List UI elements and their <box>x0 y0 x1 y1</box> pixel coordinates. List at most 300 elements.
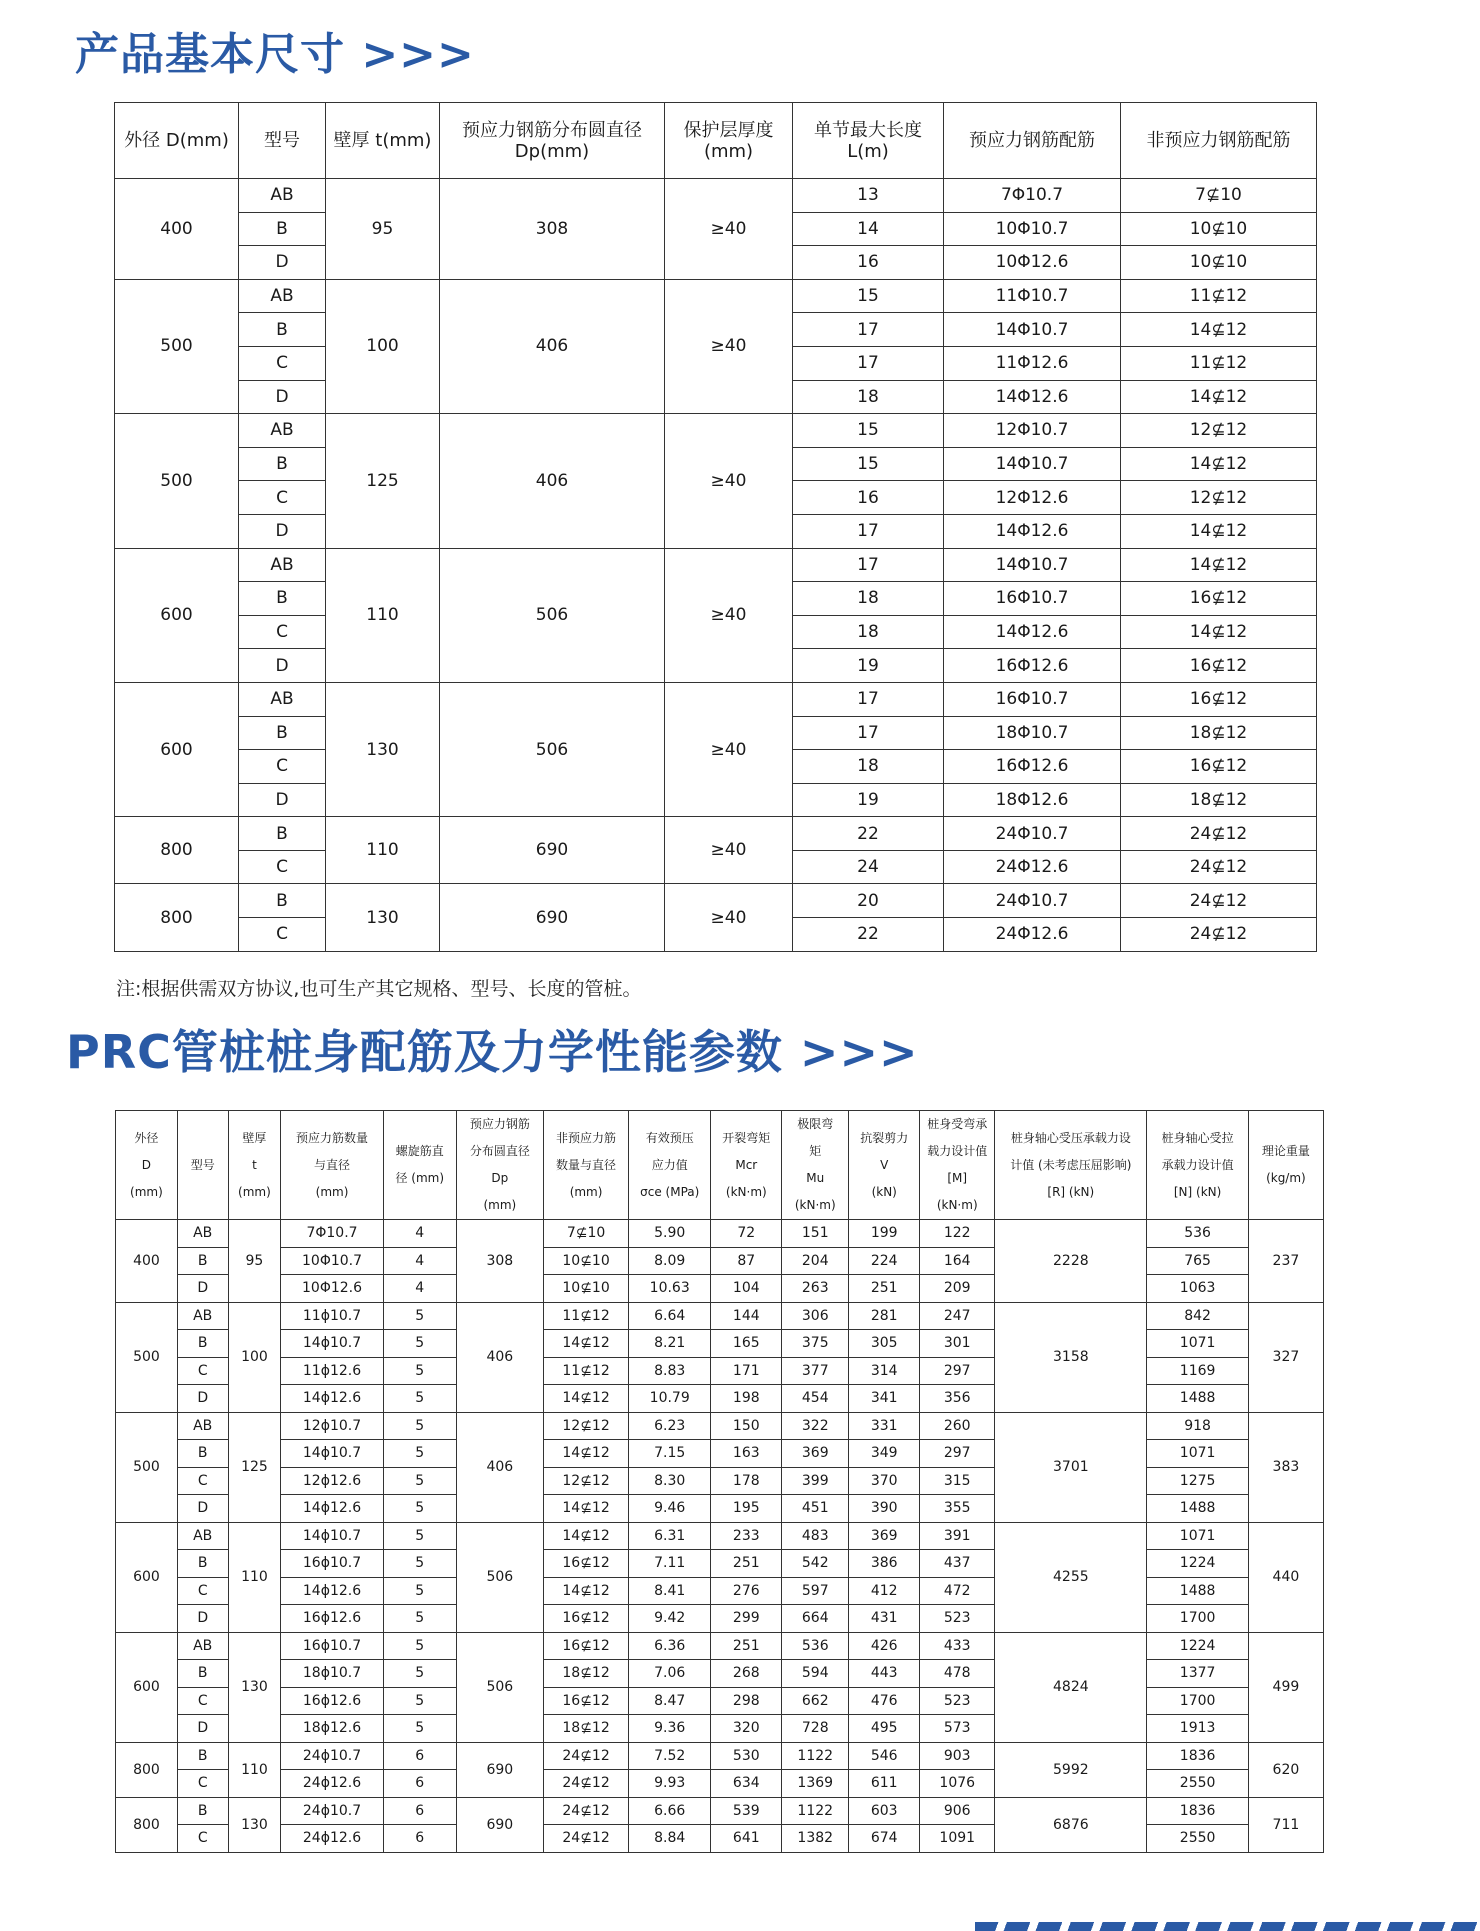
axial-tension-cell: 1071 <box>1147 1522 1248 1550</box>
wall-thickness-cell: 100 <box>228 1302 281 1412</box>
table-row <box>116 1742 1324 1770</box>
outer-diameter-cell: 800 <box>116 1797 178 1852</box>
model-type-cell: B <box>239 212 326 246</box>
prestress-value-cell: 10.63 <box>629 1275 711 1303</box>
ultimate-moment-cell: 322 <box>782 1412 849 1440</box>
model-type-cell: AB <box>177 1302 228 1330</box>
prestressed-rebar-cell: 24Φ12.6 <box>944 850 1121 884</box>
prestressed-rebar-cell: 24ϕ12.6 <box>281 1825 383 1853</box>
max-length-cell: 18 <box>793 582 944 616</box>
model-type-cell: D <box>239 514 326 548</box>
crack-shear-cell: 386 <box>849 1550 920 1578</box>
prestress-value-cell: 10.79 <box>629 1385 711 1413</box>
prestressed-rebar-cell: 14Φ12.6 <box>944 514 1121 548</box>
model-type-cell: AB <box>177 1220 228 1248</box>
non-prestressed-rebar-cell: 24⊈12 <box>1121 850 1317 884</box>
non-prestressed-rebar-cell: 18⊈12 <box>1121 716 1317 750</box>
crack-shear-cell: 546 <box>849 1742 920 1770</box>
model-type-cell: B <box>239 313 326 347</box>
prestress-value-cell: 8.41 <box>629 1577 711 1605</box>
table-row <box>116 1797 1324 1825</box>
cracking-moment-cell: 104 <box>711 1275 782 1303</box>
ultimate-moment-cell: 451 <box>782 1495 849 1523</box>
theoretical-weight-cell: 620 <box>1248 1742 1323 1797</box>
model-type-cell: B <box>177 1247 228 1275</box>
axial-tension-cell: 1071 <box>1147 1330 1248 1358</box>
axial-compression-cell: 4255 <box>995 1522 1147 1632</box>
axial-compression-cell: 3701 <box>995 1412 1147 1522</box>
outer-diameter-cell: 500 <box>115 414 239 548</box>
prestress-value-cell: 6.23 <box>629 1412 711 1440</box>
distribution-diameter-cell: 690 <box>456 1797 543 1852</box>
prestressed-rebar-cell: 11Φ10.7 <box>944 279 1121 313</box>
model-type-cell: D <box>239 649 326 683</box>
crack-shear-cell: 476 <box>849 1687 920 1715</box>
crack-shear-cell: 443 <box>849 1660 920 1688</box>
axial-tension-cell: 1488 <box>1147 1385 1248 1413</box>
prestress-value-cell: 8.84 <box>629 1825 711 1853</box>
cracking-moment-cell: 72 <box>711 1220 782 1248</box>
column-header: 非预应力钢筋配筋 <box>1121 103 1317 179</box>
cracking-moment-cell: 298 <box>711 1687 782 1715</box>
axial-tension-cell: 1169 <box>1147 1357 1248 1385</box>
ultimate-moment-cell: 1122 <box>782 1797 849 1825</box>
prestressed-rebar-cell: 11ϕ10.7 <box>281 1302 383 1330</box>
cracking-moment-cell: 144 <box>711 1302 782 1330</box>
crack-shear-cell: 251 <box>849 1275 920 1303</box>
column-header: 预应力筋数量 与直径 (mm) <box>281 1111 383 1220</box>
cracking-moment-cell: 178 <box>711 1467 782 1495</box>
column-header: 桩身轴心受压承载力设 计值 (未考虑压屈影响) [R] (kN) <box>995 1111 1147 1220</box>
spiral-rebar-cell: 5 <box>383 1577 456 1605</box>
non-prestressed-rebar-cell: 16⊈12 <box>1121 750 1317 784</box>
axial-tension-cell: 842 <box>1147 1302 1248 1330</box>
non-prestressed-rebar-cell: 14⊈12 <box>1121 548 1317 582</box>
crack-shear-cell: 370 <box>849 1467 920 1495</box>
prestressed-rebar-cell: 14ϕ10.7 <box>281 1440 383 1468</box>
prestressed-rebar-cell: 16ϕ10.7 <box>281 1632 383 1660</box>
cover-thickness-cell: ≥40 <box>665 179 793 280</box>
ultimate-moment-cell: 263 <box>782 1275 849 1303</box>
column-header: 预应力钢筋配筋 <box>944 103 1121 179</box>
model-type-cell: C <box>239 850 326 884</box>
crack-shear-cell: 369 <box>849 1522 920 1550</box>
non-prestressed-rebar-cell: 14⊈12 <box>1121 380 1317 414</box>
wall-thickness-cell: 100 <box>326 279 440 413</box>
cracking-moment-cell: 268 <box>711 1660 782 1688</box>
outer-diameter-cell: 600 <box>115 682 239 816</box>
prestress-value-cell: 7.06 <box>629 1660 711 1688</box>
bending-capacity-cell: 472 <box>920 1577 995 1605</box>
axial-tension-cell: 1488 <box>1147 1495 1248 1523</box>
non-prestressed-rebar-cell: 14⊈12 <box>1121 447 1317 481</box>
spiral-rebar-cell: 6 <box>383 1770 456 1798</box>
model-type-cell: AB <box>239 414 326 448</box>
distribution-diameter-cell: 406 <box>456 1412 543 1522</box>
axial-tension-cell: 1275 <box>1147 1467 1248 1495</box>
cracking-moment-cell: 150 <box>711 1412 782 1440</box>
model-type-cell: C <box>239 918 326 952</box>
column-header: 壁厚 t(mm) <box>326 103 440 179</box>
model-type-cell: B <box>177 1440 228 1468</box>
prestress-value-cell: 6.64 <box>629 1302 711 1330</box>
axial-tension-cell: 1063 <box>1147 1275 1248 1303</box>
model-type-cell: C <box>239 615 326 649</box>
model-type-cell: C <box>239 481 326 515</box>
distribution-diameter-cell: 406 <box>440 414 665 548</box>
max-length-cell: 14 <box>793 212 944 246</box>
prestressed-rebar-cell: 14Φ12.6 <box>944 380 1121 414</box>
bending-capacity-cell: 1091 <box>920 1825 995 1853</box>
ultimate-moment-cell: 664 <box>782 1605 849 1633</box>
prestressed-rebar-cell: 24ϕ10.7 <box>281 1797 383 1825</box>
wall-thickness-cell: 125 <box>326 414 440 548</box>
prestressed-rebar-cell: 12ϕ10.7 <box>281 1412 383 1440</box>
spiral-rebar-cell: 5 <box>383 1440 456 1468</box>
prestressed-rebar-cell: 18Φ10.7 <box>944 716 1121 750</box>
axial-tension-cell: 1700 <box>1147 1687 1248 1715</box>
non-prestressed-rebar-cell: 12⊈12 <box>543 1467 628 1495</box>
column-header: 极限弯 矩 Mu (kN·m) <box>782 1111 849 1220</box>
model-type-cell: B <box>177 1660 228 1688</box>
prestressed-rebar-cell: 18ϕ12.6 <box>281 1715 383 1743</box>
wall-thickness-cell: 110 <box>326 817 440 884</box>
bending-capacity-cell: 297 <box>920 1357 995 1385</box>
wall-thickness-cell: 95 <box>326 179 440 280</box>
column-header: 抗裂剪力 V (kN) <box>849 1111 920 1220</box>
cracking-moment-cell: 87 <box>711 1247 782 1275</box>
max-length-cell: 19 <box>793 649 944 683</box>
column-header: 外径 D (mm) <box>116 1111 178 1220</box>
distribution-diameter-cell: 690 <box>456 1742 543 1797</box>
column-header: 壁厚 t (mm) <box>228 1111 281 1220</box>
max-length-cell: 15 <box>793 279 944 313</box>
prestressed-rebar-cell: 11Φ12.6 <box>944 346 1121 380</box>
non-prestressed-rebar-cell: 24⊈12 <box>543 1825 628 1853</box>
table-row <box>115 884 1317 918</box>
prestressed-rebar-cell: 14Φ10.7 <box>944 447 1121 481</box>
distribution-diameter-cell: 506 <box>456 1632 543 1742</box>
cracking-moment-cell: 641 <box>711 1825 782 1853</box>
mechanical-properties-table <box>115 1110 1324 1853</box>
model-type-cell: B <box>239 817 326 851</box>
spiral-rebar-cell: 5 <box>383 1715 456 1743</box>
bending-capacity-cell: 122 <box>920 1220 995 1248</box>
footer-stripe-decoration <box>975 1922 1480 1931</box>
prestressed-rebar-cell: 14ϕ12.6 <box>281 1385 383 1413</box>
axial-tension-cell: 1700 <box>1147 1605 1248 1633</box>
prestressed-rebar-cell: 16ϕ12.6 <box>281 1605 383 1633</box>
prestressed-rebar-cell: 24ϕ12.6 <box>281 1770 383 1798</box>
column-header: 螺旋筋直 径 (mm) <box>383 1111 456 1220</box>
ultimate-moment-cell: 1122 <box>782 1742 849 1770</box>
prestress-value-cell: 7.11 <box>629 1550 711 1578</box>
spiral-rebar-cell: 5 <box>383 1495 456 1523</box>
prestressed-rebar-cell: 14ϕ10.7 <box>281 1330 383 1358</box>
theoretical-weight-cell: 327 <box>1248 1302 1323 1412</box>
ultimate-moment-cell: 1369 <box>782 1770 849 1798</box>
non-prestressed-rebar-cell: 24⊈12 <box>543 1742 628 1770</box>
model-type-cell: AB <box>239 179 326 213</box>
prestress-value-cell: 8.83 <box>629 1357 711 1385</box>
non-prestressed-rebar-cell: 14⊈12 <box>1121 615 1317 649</box>
non-prestressed-rebar-cell: 16⊈12 <box>543 1632 628 1660</box>
ultimate-moment-cell: 306 <box>782 1302 849 1330</box>
prestressed-rebar-cell: 7Φ10.7 <box>281 1220 383 1248</box>
distribution-diameter-cell: 308 <box>440 179 665 280</box>
theoretical-weight-cell: 711 <box>1248 1797 1323 1852</box>
prestressed-rebar-cell: 10Φ10.7 <box>944 212 1121 246</box>
max-length-cell: 17 <box>793 548 944 582</box>
spiral-rebar-cell: 6 <box>383 1742 456 1770</box>
cracking-moment-cell: 530 <box>711 1742 782 1770</box>
cover-thickness-cell: ≥40 <box>665 817 793 884</box>
max-length-cell: 17 <box>793 346 944 380</box>
non-prestressed-rebar-cell: 24⊈12 <box>1121 817 1317 851</box>
outer-diameter-cell: 500 <box>116 1302 178 1412</box>
prestressed-rebar-cell: 14ϕ12.6 <box>281 1495 383 1523</box>
column-header: 桩身轴心受拉 承载力设计值 [N] (kN) <box>1147 1111 1248 1220</box>
wall-thickness-cell: 110 <box>228 1742 281 1797</box>
ultimate-moment-cell: 728 <box>782 1715 849 1743</box>
spiral-rebar-cell: 5 <box>383 1632 456 1660</box>
cracking-moment-cell: 165 <box>711 1330 782 1358</box>
bending-capacity-cell: 301 <box>920 1330 995 1358</box>
distribution-diameter-cell: 690 <box>440 884 665 951</box>
crack-shear-cell: 199 <box>849 1220 920 1248</box>
non-prestressed-rebar-cell: 10⊈10 <box>543 1275 628 1303</box>
prestressed-rebar-cell: 14Φ10.7 <box>944 548 1121 582</box>
prestressed-rebar-cell: 18ϕ10.7 <box>281 1660 383 1688</box>
cover-thickness-cell: ≥40 <box>665 884 793 951</box>
prestressed-rebar-cell: 24Φ12.6 <box>944 918 1121 952</box>
table-row <box>115 279 1317 313</box>
prestressed-rebar-cell: 16ϕ10.7 <box>281 1550 383 1578</box>
section1-title: 产品基本尺寸 >>> <box>75 29 475 80</box>
ultimate-moment-cell: 594 <box>782 1660 849 1688</box>
column-header: 预应力钢筋分布圆直径 Dp(mm) <box>440 103 665 179</box>
max-length-cell: 19 <box>793 783 944 817</box>
axial-tension-cell: 918 <box>1147 1412 1248 1440</box>
column-header: 非预应力筋 数量与直径 (mm) <box>543 1111 628 1220</box>
model-type-cell: D <box>177 1385 228 1413</box>
prestress-value-cell: 8.21 <box>629 1330 711 1358</box>
non-prestressed-rebar-cell: 10⊈10 <box>1121 212 1317 246</box>
non-prestressed-rebar-cell: 24⊈12 <box>1121 918 1317 952</box>
bending-capacity-cell: 355 <box>920 1495 995 1523</box>
non-prestressed-rebar-cell: 14⊈12 <box>543 1385 628 1413</box>
model-type-cell: C <box>177 1357 228 1385</box>
model-type-cell: D <box>177 1275 228 1303</box>
max-length-cell: 22 <box>793 817 944 851</box>
column-header: 保护层厚度 (mm) <box>665 103 793 179</box>
non-prestressed-rebar-cell: 16⊈12 <box>543 1605 628 1633</box>
non-prestressed-rebar-cell: 14⊈12 <box>543 1522 628 1550</box>
ultimate-moment-cell: 377 <box>782 1357 849 1385</box>
prestressed-rebar-cell: 16Φ10.7 <box>944 682 1121 716</box>
non-prestressed-rebar-cell: 18⊈12 <box>543 1715 628 1743</box>
model-type-cell: AB <box>239 279 326 313</box>
crack-shear-cell: 281 <box>849 1302 920 1330</box>
column-header: 外径 D(mm) <box>115 103 239 179</box>
spiral-rebar-cell: 5 <box>383 1687 456 1715</box>
crack-shear-cell: 426 <box>849 1632 920 1660</box>
prestressed-rebar-cell: 14Φ10.7 <box>944 313 1121 347</box>
non-prestressed-rebar-cell: 10⊈10 <box>1121 246 1317 280</box>
prestressed-rebar-cell: 16Φ12.6 <box>944 649 1121 683</box>
model-type-cell: AB <box>239 682 326 716</box>
prestress-value-cell: 6.36 <box>629 1632 711 1660</box>
wall-thickness-cell: 95 <box>228 1220 281 1303</box>
cracking-moment-cell: 163 <box>711 1440 782 1468</box>
column-header: 单节最大长度 L(m) <box>793 103 944 179</box>
prestressed-rebar-cell: 24ϕ10.7 <box>281 1742 383 1770</box>
table-row <box>116 1220 1324 1248</box>
axial-compression-cell: 2228 <box>995 1220 1147 1303</box>
axial-tension-cell: 1071 <box>1147 1440 1248 1468</box>
non-prestressed-rebar-cell: 7⊈10 <box>543 1220 628 1248</box>
outer-diameter-cell: 500 <box>115 279 239 413</box>
model-type-cell: D <box>239 246 326 280</box>
bending-capacity-cell: 247 <box>920 1302 995 1330</box>
outer-diameter-cell: 800 <box>116 1742 178 1797</box>
crack-shear-cell: 412 <box>849 1577 920 1605</box>
ultimate-moment-cell: 151 <box>782 1220 849 1248</box>
max-length-cell: 18 <box>793 380 944 414</box>
prestress-value-cell: 6.31 <box>629 1522 711 1550</box>
prestress-value-cell: 6.66 <box>629 1797 711 1825</box>
distribution-diameter-cell: 690 <box>440 817 665 884</box>
cracking-moment-cell: 195 <box>711 1495 782 1523</box>
prestressed-rebar-cell: 12ϕ12.6 <box>281 1467 383 1495</box>
non-prestressed-rebar-cell: 11⊈12 <box>1121 346 1317 380</box>
spiral-rebar-cell: 5 <box>383 1302 456 1330</box>
model-type-cell: B <box>239 884 326 918</box>
axial-tension-cell: 1224 <box>1147 1632 1248 1660</box>
column-header: 型号 <box>177 1111 228 1220</box>
prestressed-rebar-cell: 7Φ10.7 <box>944 179 1121 213</box>
non-prestressed-rebar-cell: 18⊈12 <box>1121 783 1317 817</box>
spiral-rebar-cell: 5 <box>383 1330 456 1358</box>
section2-title: PRC管桩桩身配筋及力学性能参数 >>> <box>66 1025 919 1079</box>
model-type-cell: B <box>177 1550 228 1578</box>
axial-compression-cell: 5992 <box>995 1742 1147 1797</box>
crack-shear-cell: 390 <box>849 1495 920 1523</box>
axial-tension-cell: 765 <box>1147 1247 1248 1275</box>
cover-thickness-cell: ≥40 <box>665 682 793 816</box>
outer-diameter-cell: 600 <box>115 548 239 682</box>
model-type-cell: C <box>177 1467 228 1495</box>
max-length-cell: 15 <box>793 447 944 481</box>
spiral-rebar-cell: 5 <box>383 1605 456 1633</box>
ultimate-moment-cell: 454 <box>782 1385 849 1413</box>
non-prestressed-rebar-cell: 11⊈12 <box>543 1357 628 1385</box>
spiral-rebar-cell: 5 <box>383 1660 456 1688</box>
model-type-cell: D <box>177 1715 228 1743</box>
table-row <box>116 1632 1324 1660</box>
crack-shear-cell: 224 <box>849 1247 920 1275</box>
prestressed-rebar-cell: 16Φ10.7 <box>944 582 1121 616</box>
spiral-rebar-cell: 4 <box>383 1247 456 1275</box>
table-row <box>115 682 1317 716</box>
axial-tension-cell: 1913 <box>1147 1715 1248 1743</box>
model-type-cell: C <box>177 1577 228 1605</box>
wall-thickness-cell: 110 <box>326 548 440 682</box>
non-prestressed-rebar-cell: 24⊈12 <box>543 1770 628 1798</box>
crack-shear-cell: 611 <box>849 1770 920 1798</box>
axial-compression-cell: 3158 <box>995 1302 1147 1412</box>
distribution-diameter-cell: 406 <box>440 279 665 413</box>
non-prestressed-rebar-cell: 14⊈12 <box>1121 514 1317 548</box>
max-length-cell: 22 <box>793 918 944 952</box>
model-type-cell: AB <box>239 548 326 582</box>
crack-shear-cell: 305 <box>849 1330 920 1358</box>
prestress-value-cell: 9.46 <box>629 1495 711 1523</box>
table-row <box>116 1302 1324 1330</box>
column-header: 预应力钢筋 分布圆直径 Dp (mm) <box>456 1111 543 1220</box>
prestressed-rebar-cell: 14Φ12.6 <box>944 615 1121 649</box>
product-dimensions-table <box>114 102 1317 952</box>
max-length-cell: 17 <box>793 682 944 716</box>
column-header: 有效预压 应力值 σce (MPa) <box>629 1111 711 1220</box>
prestressed-rebar-cell: 16ϕ12.6 <box>281 1687 383 1715</box>
ultimate-moment-cell: 399 <box>782 1467 849 1495</box>
model-type-cell: B <box>239 582 326 616</box>
axial-compression-cell: 6876 <box>995 1797 1147 1852</box>
wall-thickness-cell: 130 <box>228 1632 281 1742</box>
non-prestressed-rebar-cell: 12⊈12 <box>1121 481 1317 515</box>
prestressed-rebar-cell: 10Φ12.6 <box>281 1275 383 1303</box>
non-prestressed-rebar-cell: 14⊈12 <box>543 1440 628 1468</box>
theoretical-weight-cell: 499 <box>1248 1632 1323 1742</box>
cracking-moment-cell: 539 <box>711 1797 782 1825</box>
model-type-cell: C <box>177 1770 228 1798</box>
max-length-cell: 20 <box>793 884 944 918</box>
cracking-moment-cell: 233 <box>711 1522 782 1550</box>
non-prestressed-rebar-cell: 12⊈12 <box>1121 414 1317 448</box>
ultimate-moment-cell: 536 <box>782 1632 849 1660</box>
bending-capacity-cell: 297 <box>920 1440 995 1468</box>
spiral-rebar-cell: 6 <box>383 1797 456 1825</box>
outer-diameter-cell: 800 <box>115 817 239 884</box>
theoretical-weight-cell: 440 <box>1248 1522 1323 1632</box>
spiral-rebar-cell: 5 <box>383 1357 456 1385</box>
model-type-cell: B <box>239 716 326 750</box>
axial-compression-cell: 4824 <box>995 1632 1147 1742</box>
max-length-cell: 13 <box>793 179 944 213</box>
non-prestressed-rebar-cell: 14⊈12 <box>543 1577 628 1605</box>
axial-tension-cell: 2550 <box>1147 1825 1248 1853</box>
ultimate-moment-cell: 597 <box>782 1577 849 1605</box>
cracking-moment-cell: 276 <box>711 1577 782 1605</box>
cracking-moment-cell: 171 <box>711 1357 782 1385</box>
bending-capacity-cell: 573 <box>920 1715 995 1743</box>
wall-thickness-cell: 125 <box>228 1412 281 1522</box>
theoretical-weight-cell: 237 <box>1248 1220 1323 1303</box>
distribution-diameter-cell: 506 <box>440 548 665 682</box>
spiral-rebar-cell: 5 <box>383 1550 456 1578</box>
axial-tension-cell: 1377 <box>1147 1660 1248 1688</box>
ultimate-moment-cell: 369 <box>782 1440 849 1468</box>
model-type-cell: B <box>177 1797 228 1825</box>
prestress-value-cell: 7.52 <box>629 1742 711 1770</box>
axial-tension-cell: 536 <box>1147 1220 1248 1248</box>
spiral-rebar-cell: 5 <box>383 1385 456 1413</box>
non-prestressed-rebar-cell: 10⊈10 <box>543 1247 628 1275</box>
axial-tension-cell: 1836 <box>1147 1797 1248 1825</box>
cracking-moment-cell: 251 <box>711 1632 782 1660</box>
wall-thickness-cell: 130 <box>326 682 440 816</box>
